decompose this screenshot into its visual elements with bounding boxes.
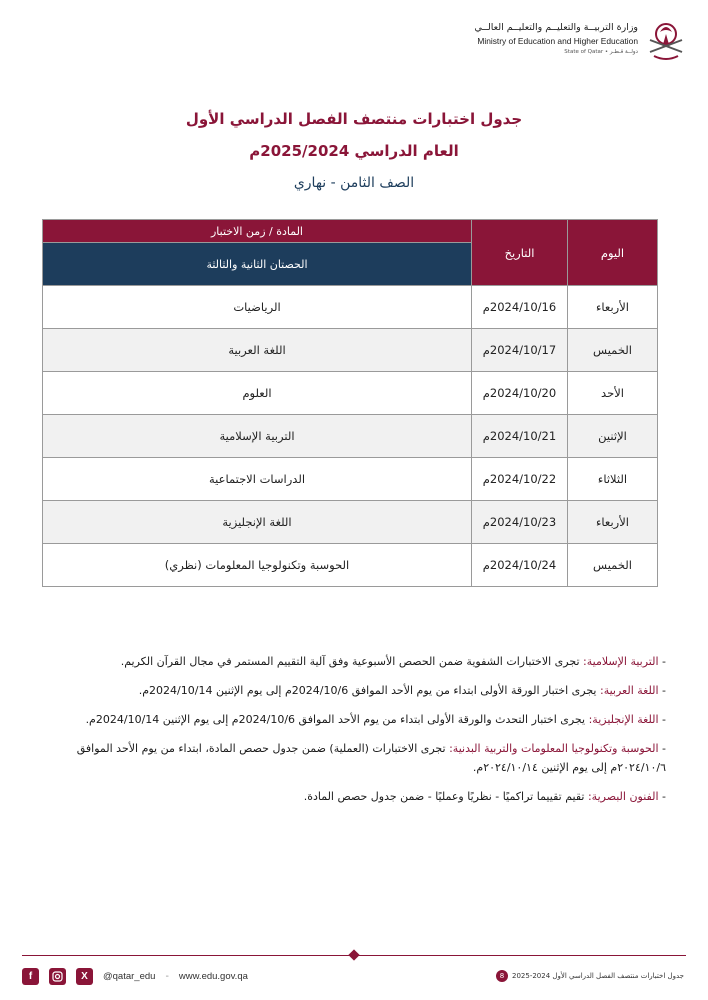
- logo-english-text: Ministry of Education and Higher Education: [477, 36, 638, 46]
- day-cell: الخميس: [568, 544, 658, 587]
- table-row: [43, 544, 658, 587]
- table-row: [43, 286, 658, 329]
- x-icon[interactable]: X: [76, 968, 93, 985]
- note-text: يجرى اختبار التحدث والورقة الأولى ابتداء من يوم الأحد الموافق 2024/10/6م إلى يوم الإثنين 2024/10/14م.: [85, 713, 589, 726]
- date-column-header: التاريخ: [472, 220, 568, 286]
- subject-column-header: المادة / زمن الاختبار: [43, 220, 472, 243]
- note-item: - اللغة الإنجليزية: يجرى اختبار التحدث والورقة الأولى ابتداء من يوم الأحد الموافق 2024/10/6م إلى يوم الإثنين 2024/10/14م.: [85, 713, 666, 726]
- notes-list: [38, 652, 666, 816]
- day-cell: الخميس: [568, 329, 658, 372]
- day-cell: الأربعاء: [568, 501, 658, 544]
- facebook-icon[interactable]: f: [22, 968, 39, 985]
- document-titles: [0, 108, 708, 194]
- day-cell: الثلاثاء: [568, 458, 658, 501]
- date-cell: 2024/10/22م: [472, 458, 568, 501]
- note-text: تقيم تقييما تراكميًا - نظريًا وعمليًا - ضمن جدول حصص المادة.: [303, 790, 588, 803]
- day-cell: الإثنين: [568, 415, 658, 458]
- note-subject: اللغة الإنجليزية:: [588, 713, 659, 726]
- subject-cell: التربية الإسلامية: [43, 415, 472, 458]
- logo-state-text: State of Qatar • دولــة قـطـر: [564, 49, 638, 55]
- footer-separator: -: [165, 970, 169, 982]
- footer-page-info: [496, 970, 684, 982]
- note-subject: الحوسبة وتكنولوجيا المعلومات والتربية البدنية:: [449, 742, 659, 755]
- subject-cell: الحوسبة وتكنولوجيا المعلومات (نظري): [43, 544, 472, 587]
- date-cell: 2024/10/24م: [472, 544, 568, 587]
- day-column-header: اليوم: [568, 220, 658, 286]
- date-cell: 2024/10/16م: [472, 286, 568, 329]
- footer-document-title: جدول اختبارات منتصف الفصل الدراسي الأول 2024-2025: [511, 972, 684, 980]
- day-cell: الأربعاء: [568, 286, 658, 329]
- subject-cell: الدراسات الاجتماعية: [43, 458, 472, 501]
- periods-subheader: الحصتان الثانية والثالثة: [43, 243, 472, 286]
- footer-social-links: [22, 967, 248, 985]
- instagram-icon[interactable]: [49, 968, 66, 985]
- page-number: 8: [496, 970, 508, 982]
- subject-cell: الرياضيات: [43, 286, 472, 329]
- exam-schedule-table: [42, 219, 658, 587]
- logo-arabic-text: وزارة التربيــة والتعليــم والتعليــم العالــي: [474, 22, 638, 33]
- day-cell: الأحد: [568, 372, 658, 415]
- subject-cell: اللغة الإنجليزية: [43, 501, 472, 544]
- note-item: - الحوسبة وتكنولوجيا المعلومات والتربية البدنية: تجرى الاختبارات (العملية) ضمن جدول حصص المادة، ابتداء من يوم الأحد الموافق ٢٠٢٤/١٠/٦م إلى يوم الإثنين ٢٠٢٤/١٠/١٤م.: [76, 742, 666, 774]
- table-row: [43, 458, 658, 501]
- table-row: [43, 501, 658, 544]
- date-cell: 2024/10/20م: [472, 372, 568, 415]
- note-subject: التربية الإسلامية:: [583, 655, 659, 668]
- date-cell: 2024/10/21م: [472, 415, 568, 458]
- footer-diamond-ornament: [348, 949, 359, 960]
- table-row: [43, 415, 658, 458]
- subject-cell: العلوم: [43, 372, 472, 415]
- date-cell: 2024/10/17م: [472, 329, 568, 372]
- note-subject: اللغة العربية:: [600, 684, 659, 697]
- table-row: [43, 372, 658, 415]
- note-item: - اللغة العربية: يجرى اختبار الورقة الأولى ابتداء من يوم الأحد الموافق 2024/10/6م إلى يوم الإثنين 2024/10/14م.: [138, 684, 666, 697]
- website-link[interactable]: www.edu.gov.qa: [178, 970, 248, 982]
- subject-cell: اللغة العربية: [43, 329, 472, 372]
- note-text: يجرى اختبار الورقة الأولى ابتداء من يوم الأحد الموافق 2024/10/6م إلى يوم الإثنين 2024/10/14م.: [138, 684, 600, 697]
- social-handle[interactable]: @qatar_edu: [103, 970, 156, 982]
- schedule-title: جدول اختبارات منتصف الفصل الدراسي الأول: [185, 110, 523, 128]
- note-subject: الفنون البصرية:: [587, 790, 659, 803]
- qatar-emblem-icon: [646, 18, 686, 62]
- grade-title: الصف الثامن - نهاري: [293, 175, 415, 191]
- academic-year-title: العام الدراسي 2025/2024م: [249, 142, 459, 160]
- note-text: تجرى الاختبارات (العملية) ضمن جدول حصص المادة، ابتداء من يوم الأحد الموافق ٢٠٢٤/١٠/٦م إلى يوم الإثنين ٢٠٢٤/١٠/١٤م.: [76, 742, 666, 774]
- note-item: - التربية الإسلامية: تجرى الاختبارات الشفوية ضمن الحصص الأسبوعية وفق آلية التقييم المستمر في مجال القرآن الكريم.: [120, 655, 666, 668]
- table-row: [43, 329, 658, 372]
- note-text: تجرى الاختبارات الشفوية ضمن الحصص الأسبوعية وفق آلية التقييم المستمر في مجال القرآن الكريم.: [120, 655, 584, 668]
- ministry-logo: [446, 18, 686, 66]
- note-item: - الفنون البصرية: تقيم تقييما تراكميًا - نظريًا وعمليًا - ضمن جدول حصص المادة.: [303, 790, 666, 803]
- date-cell: 2024/10/23م: [472, 501, 568, 544]
